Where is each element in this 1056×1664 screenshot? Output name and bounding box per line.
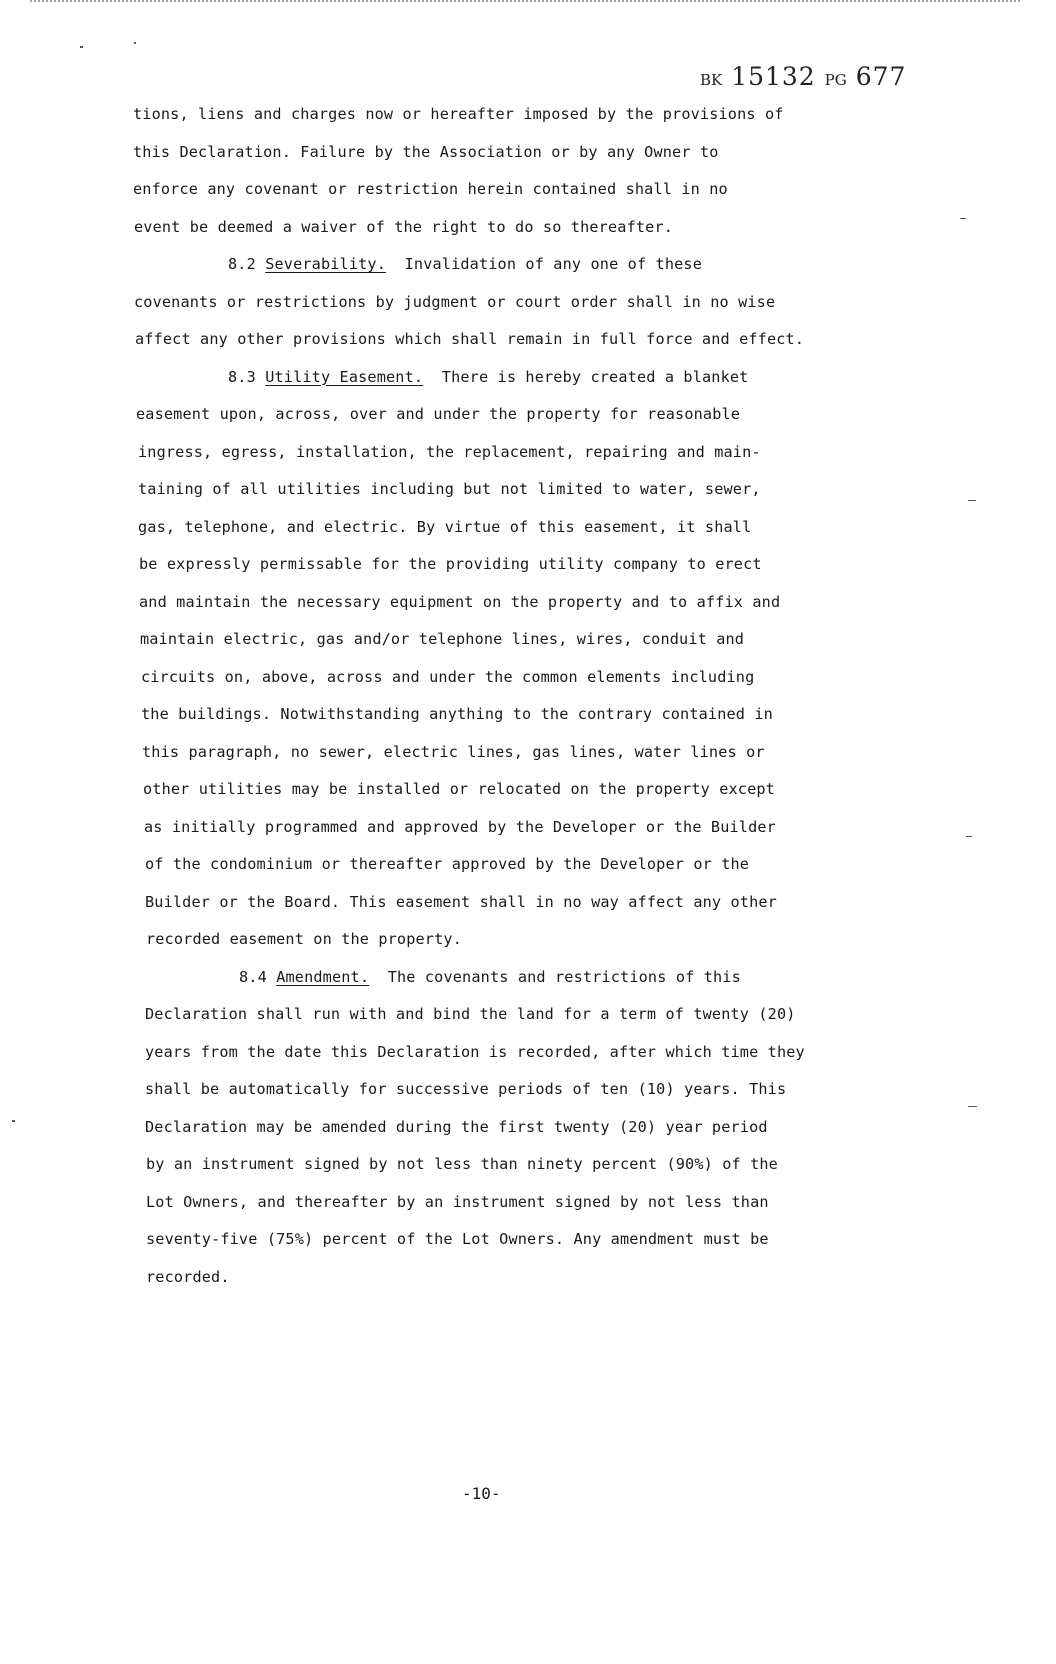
text-line-content: ingress, egress, installation, the replacement, repairing and main-	[138, 442, 761, 461]
section-heading: Utility Easement.	[265, 367, 424, 386]
text-line	[146, 1267, 230, 1287]
text-line-content: affect any other provisions which shall remain in full force and effect.	[135, 330, 805, 348]
scan-edge-artifact	[30, 0, 1020, 8]
text-line	[141, 667, 754, 687]
text-line-content: Declaration shall run with and bind the land for a term of twenty (20)	[145, 1005, 796, 1023]
text-line	[145, 1004, 796, 1024]
section-text: There is hereby created a blanket	[423, 367, 749, 386]
section-heading-line	[228, 254, 702, 274]
section-heading-line	[239, 967, 741, 987]
recorded-page-number: 677	[855, 62, 907, 91]
text-line-content: gas, telephone, and electric. By virtue of this easement, it shall	[138, 517, 752, 536]
book-number: 15132	[731, 62, 816, 91]
text-line-content: tions, liens and charges now or hereafter imposed by the provisions of	[133, 105, 784, 123]
scan-speck	[960, 218, 966, 219]
scan-speck	[12, 1120, 15, 1122]
text-line-content: event be deemed a waiver of the right to do so thereafter.	[134, 217, 674, 236]
text-line-content: taining of all utilities including but not limited to water, sewer,	[138, 480, 761, 498]
text-line	[146, 929, 462, 949]
text-line	[140, 629, 744, 649]
section-heading: Severability.	[265, 255, 387, 273]
text-line	[145, 892, 777, 912]
text-line-content: Declaration may be amended during the first twenty (20) year period	[145, 1117, 768, 1136]
section-number: 8.4	[239, 967, 267, 986]
text-line	[134, 292, 775, 312]
text-line-content: covenants or restrictions by judgment or court order shall in no wise	[134, 292, 776, 311]
text-line-content: this paragraph, no sewer, electric lines, gas lines, water lines or	[142, 742, 765, 761]
text-line	[146, 1154, 778, 1174]
text-line-content: shall be automatically for successive periods of ten (10) years. This	[145, 1080, 787, 1098]
text-line-content: seventy-five (75%) percent of the Lot Owners. Any amendment must be	[146, 1230, 769, 1248]
text-line-content: of the condominium or thereafter approved by the Developer or the	[145, 855, 750, 873]
text-line	[134, 217, 673, 237]
text-line-content: maintain electric, gas and/or telephone lines, wires, conduit and	[140, 630, 745, 648]
text-line	[138, 517, 751, 537]
text-line-content: easement upon, across, over and under the property for reasonable	[136, 405, 741, 423]
section-heading: Amendment.	[276, 967, 370, 986]
text-line-content: the buildings. Notwithstanding anything to the contrary contained in	[141, 705, 773, 723]
text-line-content: circuits on, above, across and under the common elements including	[141, 667, 755, 686]
text-line	[145, 1117, 768, 1137]
text-line	[143, 779, 775, 799]
scan-speck	[968, 500, 976, 501]
section-text: Invalidation of any one of these	[386, 255, 702, 273]
text-line-content: and maintain the necessary equipment on the property and to affix and	[139, 592, 781, 611]
text-line-content: enforce any covenant or restriction herein contained shall in no	[133, 180, 728, 198]
page-number: -10-	[462, 1484, 501, 1503]
text-line-content: by an instrument signed by not less than ninety percent (90%) of the	[146, 1155, 778, 1173]
text-line	[133, 104, 784, 124]
section-number: 8.2	[228, 255, 256, 273]
book-page-reference	[700, 62, 906, 91]
section-text: The covenants and restrictions of this	[369, 967, 741, 986]
text-line	[136, 404, 740, 424]
text-line-content: years from the date this Declaration is recorded, after which time they	[145, 1042, 805, 1061]
text-line	[146, 1229, 769, 1249]
text-line	[141, 704, 773, 724]
scan-speck	[968, 1106, 977, 1107]
section-number: 8.3	[228, 367, 256, 386]
text-line	[145, 854, 749, 874]
section-heading-line	[228, 367, 748, 387]
text-line	[135, 329, 804, 349]
text-line	[133, 142, 719, 162]
text-line	[144, 817, 776, 837]
text-line	[138, 442, 761, 462]
text-line-content: other utilities may be installed or relocated on the property except	[143, 780, 775, 798]
text-line	[145, 1079, 786, 1099]
page-prefix: PG	[824, 71, 847, 89]
text-line-content: recorded.	[146, 1267, 230, 1286]
text-line	[133, 179, 728, 199]
text-line	[145, 1042, 805, 1062]
text-line	[138, 479, 761, 499]
scan-speck	[80, 46, 83, 48]
text-line	[139, 554, 762, 574]
text-line	[139, 592, 780, 612]
text-line-content: this Declaration. Failure by the Association or by any Owner to	[133, 142, 719, 161]
text-line	[142, 742, 765, 762]
text-line	[146, 1192, 769, 1212]
text-line-content: be expressly permissable for the providing utility company to erect	[139, 555, 762, 573]
scan-speck	[134, 42, 136, 44]
text-line-content: recorded easement on the property.	[146, 930, 462, 948]
text-line-content: Lot Owners, and thereafter by an instrument signed by not less than	[146, 1192, 769, 1211]
scan-speck	[966, 836, 972, 837]
book-prefix: BK	[700, 71, 723, 89]
text-line-content: Builder or the Board. This easement shall in no way affect any other	[145, 892, 777, 911]
text-line-content: as initially programmed and approved by the Developer or the Builder	[144, 817, 776, 836]
